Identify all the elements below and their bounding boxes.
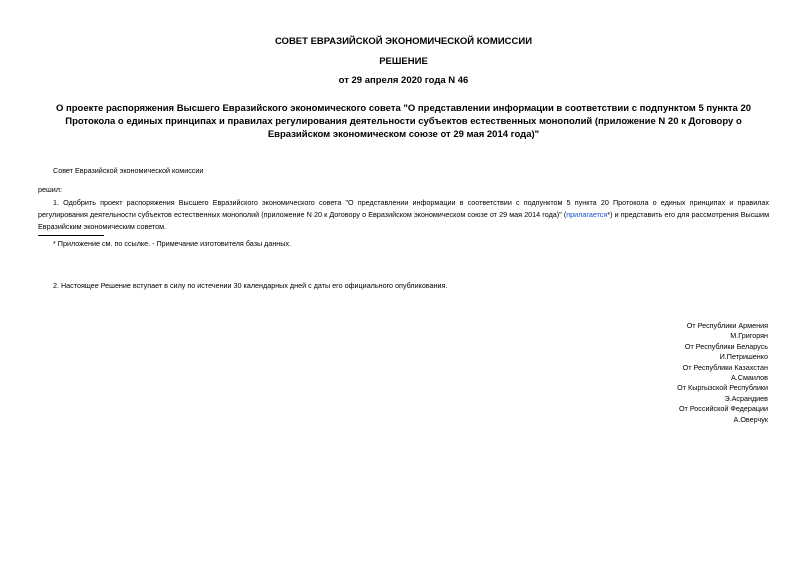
- signature-block: [677, 321, 768, 425]
- document-subject: О проекте распоряжения Высшего Евразийского экономического совета "О представлении информации в соответствии с подпунктом 5 пункта 20 Протокола о единых принципах и правилах регулирования деятельности субъектов естественных монополий (приложение N 20 к Договору о Евразийском экономическом союзе от 29 мая 2014 года)": [55, 103, 752, 140]
- decided-text: решил:: [38, 185, 62, 194]
- signature-country: От Республики Казахстан: [682, 362, 768, 372]
- issuer-text: Совет Евразийской экономической комиссии: [53, 166, 204, 175]
- signature-name: М.Григорян: [730, 331, 768, 341]
- signature-name: А.Оверчук: [733, 414, 768, 424]
- signature-country: От Кыргызской Республики: [677, 383, 768, 393]
- paragraph-1-text-end: *) и представить его для рассмотрения Высшим Евразийским экономическим советом.: [38, 210, 770, 231]
- signature-country: От Республики Беларусь: [684, 341, 768, 351]
- footnote-text: * Приложение см. по ссылке. - Примечание изготовителя базы данных.: [53, 239, 292, 248]
- footnote-divider: [38, 235, 104, 236]
- document-type-heading: РЕШЕНИЕ: [379, 56, 428, 67]
- signature-country: От Российской Федерации: [678, 404, 768, 414]
- signature-country: От Республики Армения: [686, 321, 768, 330]
- paragraph-1: [38, 197, 769, 233]
- paragraph-1-text-start: 1. Одобрить проект распоряжения Высшего Евразийского экономического совета "О представлении информации в соответствии с подпунктом 5 пункта 20 Протокола о единых принципах и правилах регулирования деятельности субъектов естественных монополий (приложение N 20 к Договору о Евразийском экономическом союзе от 29 мая 2014 года)" (: [38, 198, 769, 219]
- organization-heading: СОВЕТ ЕВРАЗИЙСКОЙ ЭКОНОМИЧЕСКОЙ КОМИССИИ: [274, 36, 533, 47]
- document-date-number: от 29 апреля 2020 года N 46: [338, 75, 469, 86]
- signature-name: И.Петришенко: [719, 352, 768, 362]
- signature-name: А.Смаилов: [730, 373, 768, 383]
- signature-name: Э.Асрандиев: [724, 393, 768, 403]
- attachment-link[interactable]: прилагается: [566, 210, 608, 219]
- paragraph-2: 2. Настоящее Решение вступает в силу по истечении 30 календарных дней с даты его официального опубликования.: [53, 281, 448, 290]
